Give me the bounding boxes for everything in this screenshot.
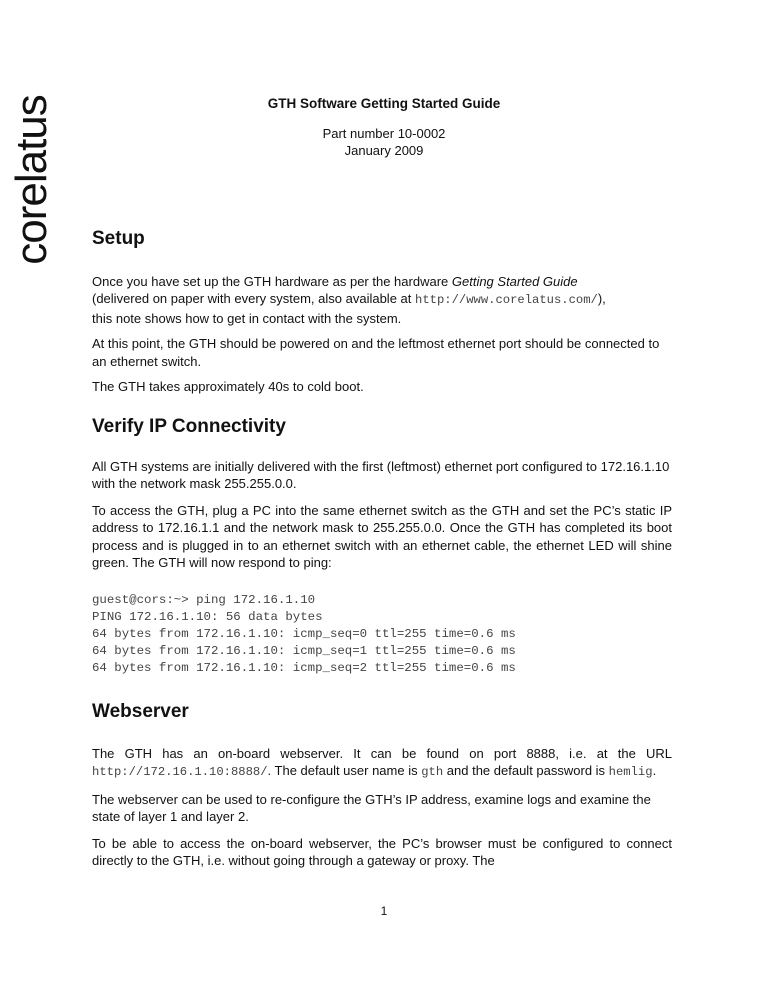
webserver-p1-b: . The default user name is <box>267 763 422 778</box>
webserver-paragraph-1 <box>92 745 672 782</box>
webserver-paragraph-2: The webserver can be used to re-configure the GTH’s IP address, examine logs and examine the state of layer 1 and layer 2. <box>92 791 651 824</box>
corelatus-url-link[interactable]: http://www.corelatus.com/ <box>415 293 598 307</box>
part-number: Part number 10-0002 <box>322 126 446 141</box>
setup-paragraph-2: At this point, the GTH should be powered on and the leftmost ethernet port should be connected to an ethernet switch. <box>92 336 660 369</box>
verify-paragraph-2: To access the GTH, plug a PC into the same ethernet switch as the GTH and set the PC’s static IP address to 172.16.1.1 and the network mask to 255.255.0.0. Once the GTH has completed its boot process and is plugged in to an ethernet switch with an ethernet cable, the ethernet LED will shine green. The GTH will now respond to ping: <box>92 502 672 570</box>
default-username: gth <box>421 765 444 779</box>
code-line: guest@cors:~> ping 172.16.1.10 <box>92 592 316 607</box>
setup-p1-italic: Getting Started Guide <box>451 273 578 289</box>
setup-paragraph-1 <box>92 273 672 328</box>
setup-heading: Setup <box>92 228 145 249</box>
webserver-section <box>92 703 672 870</box>
verify-section <box>92 418 672 677</box>
webserver-paragraph-3: To be able to access the on-board webserver, the PC’s browser must be configured to connect directly to the GTH, i.e. without going through a gateway or proxy. The <box>92 835 672 868</box>
setup-paragraph-3: The GTH takes approximately 40s to cold boot. <box>92 379 364 394</box>
setup-p1-b: (delivered on paper with every system, also available at <box>92 291 415 306</box>
corelatus-logo <box>6 95 58 265</box>
document-title: GTH Software Getting Started Guide <box>267 96 501 111</box>
code-line: PING 172.16.1.10: 56 data bytes <box>92 609 323 624</box>
page-number: 1 <box>380 904 388 918</box>
ping-code-block <box>92 592 672 677</box>
setup-p1-a: Once you have set up the GTH hardware as per the hardware <box>92 273 452 289</box>
verify-heading: Verify IP Connectivity <box>92 416 286 437</box>
brand-text: corelatus <box>7 95 57 265</box>
code-line: 64 bytes from 172.16.1.10: icmp_seq=2 ttl=255 time=0.6 ms <box>92 660 516 675</box>
webserver-p1-d: . <box>652 763 657 778</box>
setup-p1-d: this note shows how to get in contact with the system. <box>92 310 402 326</box>
default-password: hemlig <box>608 765 653 779</box>
webserver-heading: Webserver <box>92 701 189 722</box>
webserver-p1-c: and the default password is <box>443 763 609 778</box>
setup-p1-c: ), <box>597 291 606 306</box>
webserver-p1-a: The GTH has an on-board webserver. It can be found on port 8888, i.e. at the URL <box>92 745 672 761</box>
setup-section <box>92 230 672 396</box>
document-date: January 2009 <box>344 143 424 158</box>
code-line: 64 bytes from 172.16.1.10: icmp_seq=0 ttl=255 time=0.6 ms <box>92 626 516 641</box>
code-line: 64 bytes from 172.16.1.10: icmp_seq=1 ttl=255 time=0.6 ms <box>92 643 516 658</box>
verify-paragraph-1: All GTH systems are initially delivered with the first (leftmost) ethernet port configured to 172.16.1.10 with the network mask 255.255.0.0. <box>92 458 670 491</box>
webserver-url-link[interactable]: http://172.16.1.10:8888/ <box>92 765 268 779</box>
